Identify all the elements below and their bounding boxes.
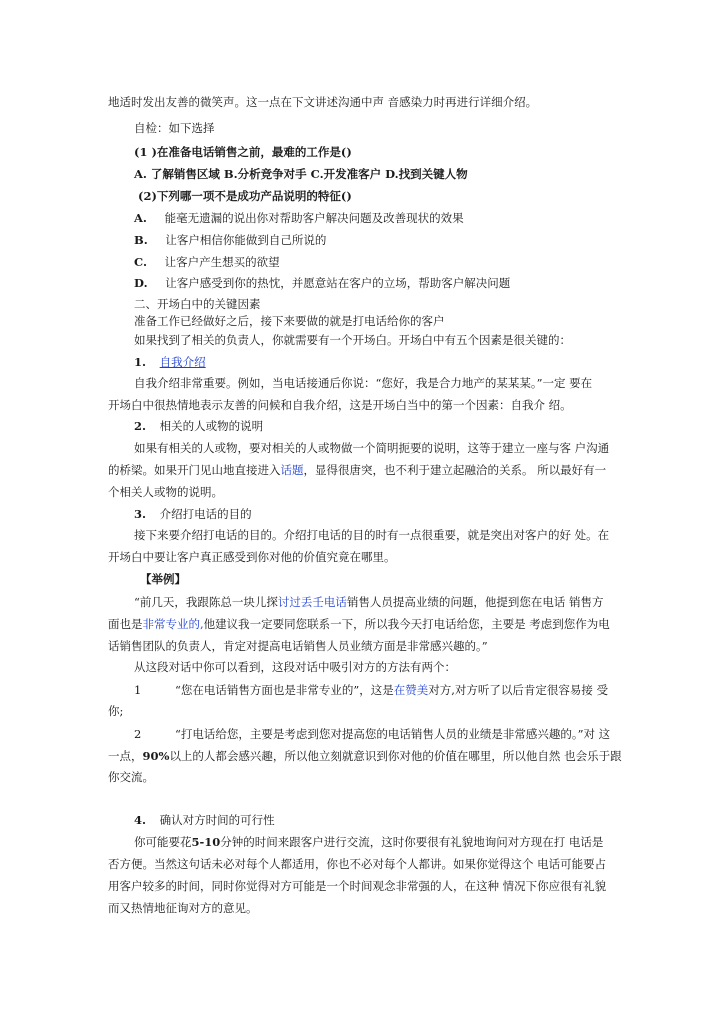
item-title: 介绍打电话的目的	[159, 507, 252, 521]
text-run: 你可能要花	[134, 835, 192, 849]
example-analysis: 从这段对话中你可以看到，这段对话中吸引对方的方法有两个：	[134, 660, 456, 674]
option-letter: C.	[134, 255, 147, 269]
quiz-q2-option-b	[134, 232, 326, 248]
item1-heading	[134, 354, 206, 370]
quiz-title: 自检：如下选择	[134, 121, 215, 135]
example-quote-line-3: 话销售团队的负责人，肯定对提高电话销售人员业绩方面是非常感兴趣的。”	[108, 639, 488, 653]
item4-para-line-4: 而又热情地征询对方的意见。	[108, 901, 258, 915]
professional-link[interactable]: 非常专业的,	[142, 617, 204, 631]
example-label: 【举例】	[140, 572, 186, 586]
option-letter: B.	[134, 233, 148, 247]
section-lead-1: 准备工作已经做好之后，接下来要做的就是打电话给你的客户	[134, 314, 445, 328]
quiz-q2-option-a	[134, 210, 464, 226]
topic-link[interactable]: 话题	[280, 463, 304, 477]
point2-line-1: “打电话给您，主要是考虑到您对提高您的电话销售人员的业绩是非常感兴趣的。”对 这	[175, 727, 611, 741]
text-run: 5-10	[191, 835, 221, 849]
item2-para-line-3: 个相关人或物的说明。	[108, 485, 223, 499]
text-run: ，显得很唐突，也不利于建立起融洽的关系。 所以最好有一	[303, 463, 607, 477]
item-number: 2.	[134, 419, 147, 433]
option-letter: A.	[134, 211, 147, 225]
text-run: 以上的人都会感兴趣，所以他立刻就意识到你对他的价值在哪里，所以他自然 也会乐于跟	[169, 749, 622, 763]
point1-line-2: 你;	[108, 704, 124, 718]
text-run: “前几天，我跟陈总一块儿探	[134, 595, 278, 609]
quiz-q1-stem: (1 )在准备电话销售之前，最难的工作是()	[134, 145, 352, 159]
option-text: 让客户相信你能做到自己所说的	[165, 233, 327, 247]
quiz-q1-options: A. 了解销售区域 B.分析竞争对手 C.开发准客户 D.找到关键人物	[134, 167, 468, 181]
text-run: 的桥梁。如果开门见山地直接进入	[108, 463, 281, 477]
point2-line-3: 你交流。	[108, 770, 154, 784]
item4-para-line-2: 否方便。当然这句话未必对每个人都适用，你也不必对每个人都讲。如果你觉得这个 电话可能要占	[108, 857, 607, 871]
point2-line-2	[108, 748, 622, 764]
text-run: 对方,对方听了以后肯定很容易接 受	[428, 683, 609, 697]
discussion-link[interactable]: 讨过丢壬电话	[277, 595, 347, 609]
quiz-q2-stem: (2)下列哪一项不是成功产品说明的特征()	[138, 189, 352, 203]
text-run: 一点，	[108, 749, 143, 763]
point1-number: 1	[134, 683, 142, 697]
quiz-q2-option-c	[134, 254, 280, 270]
item2-para-line-2	[108, 462, 606, 478]
text-run: 90%	[142, 749, 170, 763]
option-text: 让客户产生想买的欲望	[164, 255, 280, 269]
item4-heading	[134, 812, 275, 828]
point2-number: 2	[134, 727, 142, 741]
item2-para-line-1: 如果有相关的人或物，要对相关的人或物做一个简明扼要的说明，这等于建立一座与客 户沟通	[134, 441, 610, 455]
item2-heading	[134, 418, 263, 434]
text-run: “您在电话销售方面也是非常专业的”，这是	[175, 683, 394, 697]
item4-para-line-3: 用客户较多的时间，同时你觉得对方可能是一个时间观念非常强的人，在这种 情况下你应很有礼貌	[108, 879, 607, 893]
intro-line: 地适时发出友善的微笑声。这一点在下文讲述沟通中声 音感染力时再进行详细介绍。	[108, 95, 538, 109]
item-number: 1.	[134, 355, 147, 369]
example-quote-line-1	[134, 594, 604, 610]
section-lead-2: 如果找到了相关的负责人，你就需要有一个开场白。开场白中有五个因素是很关键的：	[134, 333, 571, 347]
item-title: 确认对方时间的可行性	[159, 813, 275, 827]
item4-para-line-1	[134, 834, 603, 850]
option-letter: D.	[134, 276, 148, 290]
item1-para-line-2: 开场白中很热情地表示友善的问候和自我介绍，这是开场白当中的第一个因素：自我介 绍。	[108, 398, 572, 412]
item-number: 3.	[134, 507, 147, 521]
item-number: 4.	[134, 813, 147, 827]
quiz-q2-option-d	[134, 275, 510, 291]
section-heading: 二、开场白中的关键因素	[134, 297, 261, 311]
self-intro-link[interactable]: 自我介绍	[159, 355, 206, 369]
item3-heading	[134, 506, 252, 522]
item3-para-line-1: 接下来要介绍打电话的目的。介绍打电话的目的时有一点很重要，就是突出对客户的好 处。在	[134, 528, 610, 542]
example-quote-line-2	[108, 616, 610, 632]
item3-para-line-2: 开场白中要让客户真正感受到你对他的价值究竟在哪里。	[108, 550, 396, 564]
item-title: 相关的人或物的说明	[159, 419, 264, 433]
option-text: 让客户感受到你的热忱，并愿意站在客户的立场，帮助客户解决问题	[165, 276, 511, 290]
item1-para-line-1: 自我介绍非常重要。例如，当电话接通后你说：“您好，我是合力地产的某某某。”一定 要在	[134, 376, 593, 390]
option-text: 能毫无遗漏的说出你对帮助客户解决问题及改善现状的效果	[164, 211, 464, 225]
text-run: 销售人员提高业绩的问题，他提到您在电话 销售方	[346, 595, 604, 609]
text-run: 他建议我一定要同您联系一下，所以我今天打电话给您，主要是 考虑到您作为电	[203, 617, 610, 631]
text-run: 面也是	[108, 617, 143, 631]
praise-link[interactable]: 在赞美	[393, 683, 429, 697]
point1-line-1	[175, 682, 608, 698]
text-run: 分钟的时间来跟客户进行交流，这时你要很有礼貌地询问对方现在打 电话是	[220, 835, 604, 849]
